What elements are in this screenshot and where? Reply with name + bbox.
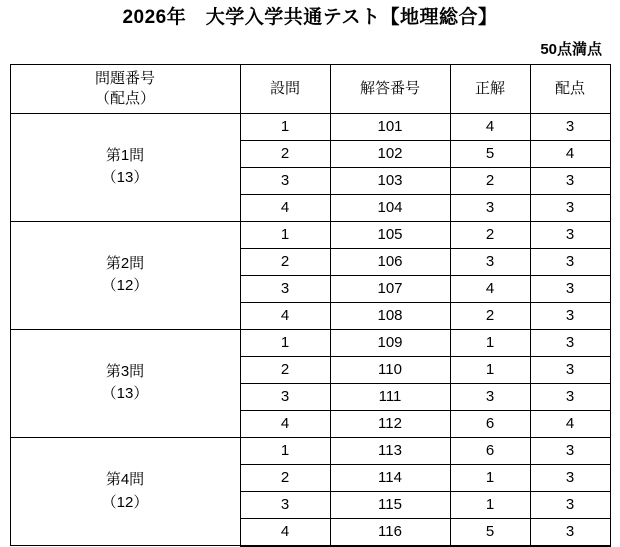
cell-points: 3: [530, 194, 610, 221]
cell-answer-number: 101: [330, 113, 450, 140]
cell-setsumon: 3: [240, 275, 330, 302]
cell-points: 3: [530, 329, 610, 356]
table-header: [10, 64, 610, 113]
cell-answer-number: 114: [330, 464, 450, 491]
column-header-correct: 正解: [450, 64, 530, 113]
cell-setsumon: 2: [240, 140, 330, 167]
cell-correct: 2: [450, 167, 530, 194]
cell-answer-number: 109: [330, 329, 450, 356]
question-group-label: 第4問: [105, 471, 145, 489]
cell-setsumon: 4: [240, 194, 330, 221]
cell-setsumon: 2: [240, 356, 330, 383]
cell-answer-number: 115: [330, 491, 450, 518]
column-header-question-number-line2: （配点）: [94, 89, 155, 107]
cell-correct: 1: [450, 329, 530, 356]
question-group-label: 第1問: [105, 146, 145, 164]
cell-setsumon: 1: [240, 221, 330, 248]
question-group-cell: [10, 437, 240, 546]
cell-points: 3: [530, 221, 610, 248]
cell-points: 3: [530, 167, 610, 194]
cell-setsumon: 1: [240, 329, 330, 356]
column-header-question-number: [10, 64, 240, 113]
table-body: [10, 113, 610, 546]
cell-answer-number: 111: [330, 383, 450, 410]
cell-points: 3: [530, 491, 610, 518]
cell-points: 3: [530, 518, 610, 546]
cell-points: 3: [530, 437, 610, 464]
table-row: [10, 329, 610, 356]
cell-points: 3: [530, 248, 610, 275]
question-group-score: （13）: [101, 169, 149, 187]
cell-answer-number: 105: [330, 221, 450, 248]
cell-answer-number: 108: [330, 302, 450, 329]
table-row: [10, 113, 610, 140]
cell-correct: 2: [450, 302, 530, 329]
cell-points: 3: [530, 275, 610, 302]
cell-correct: 6: [450, 410, 530, 437]
question-group-score: （13）: [101, 385, 149, 403]
column-header-setsumon: 設問: [240, 64, 330, 113]
cell-setsumon: 3: [240, 167, 330, 194]
cell-setsumon: 3: [240, 383, 330, 410]
cell-answer-number: 113: [330, 437, 450, 464]
cell-answer-number: 106: [330, 248, 450, 275]
cell-answer-number: 110: [330, 356, 450, 383]
cell-points: 3: [530, 356, 610, 383]
cell-correct: 4: [450, 113, 530, 140]
cell-points: 3: [530, 464, 610, 491]
cell-answer-number: 116: [330, 518, 450, 546]
table-row: [10, 221, 610, 248]
cell-points: 3: [530, 302, 610, 329]
cell-setsumon: 4: [240, 410, 330, 437]
cell-answer-number: 102: [330, 140, 450, 167]
cell-answer-number: 112: [330, 410, 450, 437]
cell-correct: 1: [450, 356, 530, 383]
question-group-score: （12）: [101, 493, 149, 511]
cell-setsumon: 2: [240, 248, 330, 275]
total-score-note: 50点満点: [540, 40, 602, 58]
cell-answer-number: 104: [330, 194, 450, 221]
cell-correct: 2: [450, 221, 530, 248]
table-row: [10, 437, 610, 464]
table-header-row: [10, 64, 610, 113]
cell-points: 3: [530, 113, 610, 140]
question-group-cell: [10, 329, 240, 437]
cell-answer-number: 107: [330, 275, 450, 302]
cell-correct: 3: [450, 248, 530, 275]
cell-setsumon: 2: [240, 464, 330, 491]
cell-setsumon: 3: [240, 491, 330, 518]
cell-setsumon: 4: [240, 518, 330, 546]
question-group-cell: [10, 221, 240, 329]
column-header-answer-number: 解答番号: [330, 64, 450, 113]
cell-points: 3: [530, 383, 610, 410]
cell-correct: 3: [450, 194, 530, 221]
cell-setsumon: 4: [240, 302, 330, 329]
cell-correct: 3: [450, 383, 530, 410]
column-header-question-number-line1: 問題番号: [94, 69, 155, 87]
cell-setsumon: 1: [240, 437, 330, 464]
cell-answer-number: 103: [330, 167, 450, 194]
cell-correct: 4: [450, 275, 530, 302]
cell-setsumon: 1: [240, 113, 330, 140]
question-group-label: 第3問: [105, 362, 145, 380]
page-title: 2026年 大学入学共通テスト【地理総合】: [122, 7, 498, 28]
question-group-label: 第2問: [105, 254, 145, 272]
cell-correct: 5: [450, 518, 530, 546]
question-group-score: （12）: [101, 277, 149, 295]
cell-correct: 6: [450, 437, 530, 464]
cell-points: 4: [530, 140, 610, 167]
answer-key-table: [10, 64, 611, 547]
cell-correct: 1: [450, 464, 530, 491]
column-header-points: 配点: [530, 64, 610, 113]
question-group-cell: [10, 113, 240, 221]
cell-points: 4: [530, 410, 610, 437]
cell-correct: 1: [450, 491, 530, 518]
cell-correct: 5: [450, 140, 530, 167]
